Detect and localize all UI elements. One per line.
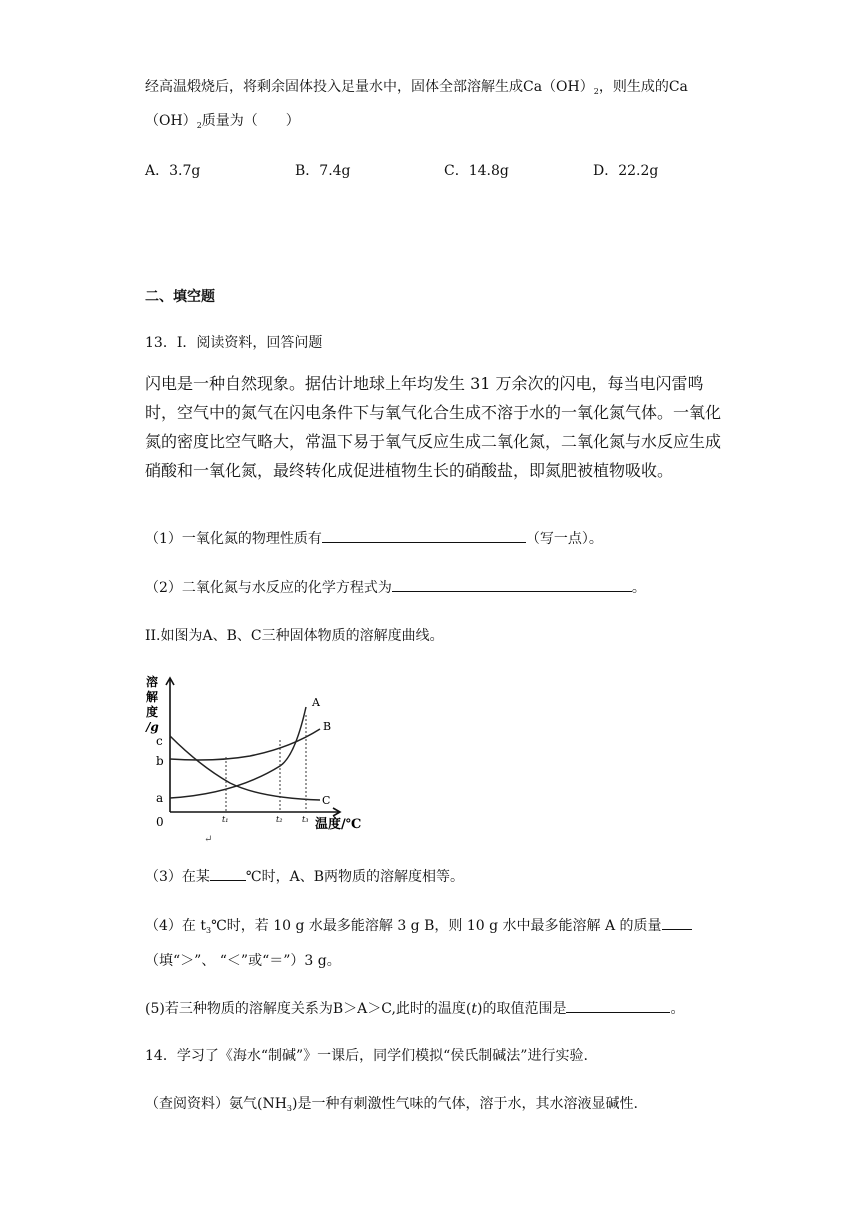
y-axis-label-char: 解: [146, 690, 159, 704]
guide-lines: [226, 715, 306, 812]
answer-blank[interactable]: [392, 579, 632, 592]
subscript: 3: [286, 1104, 293, 1113]
solubility-chart: [140, 672, 370, 844]
option-a: A．3.7g: [145, 163, 201, 179]
q13-part1: [145, 528, 603, 548]
variable-t: t: [471, 1001, 477, 1017]
answer-blank[interactable]: [566, 1000, 670, 1013]
curve-a: [170, 707, 306, 798]
subscript: 3: [205, 926, 212, 935]
section-title: 二、填空题: [145, 289, 215, 305]
subscript: 2: [593, 87, 599, 96]
intro-text: 质量为（ ）: [201, 113, 300, 129]
x-axis-label: 温度/℃: [315, 817, 362, 832]
y-tick-label: c: [156, 734, 163, 748]
q14-title: 14．学习了《海水“制碱”》一课后，同学们模拟“侯氏制碱法”进行实验.: [145, 1048, 588, 1064]
q13-title: 13．I．阅读资料，回答问题: [145, 335, 323, 351]
q14-info: [145, 1093, 638, 1113]
x-tick-label: t₁: [222, 815, 229, 824]
q13-part3: [145, 866, 464, 886]
question-text: )是一种有刺激性气味的气体，溶于水，其水溶液显碱性.: [292, 1096, 638, 1112]
q13-part5: [145, 998, 684, 1018]
intro-text: （OH）: [145, 113, 197, 129]
question-text: 。: [631, 580, 646, 596]
curve-b: [170, 729, 320, 760]
question-text: （2）二氧化氮与水反应的化学方程式为: [145, 580, 392, 596]
question-text: ℃时，若 10 g 水最多能溶解 3 g B，则 10 g 水中最多能溶解 A 的质量: [211, 918, 662, 934]
question-text: （3）在某: [145, 869, 210, 885]
q13-part4-cont: （填“＞”、 “＜”或“＝”）3 g。: [145, 953, 341, 969]
series-label-b: B: [323, 720, 332, 733]
x-tick-label: t₃: [302, 815, 309, 824]
intro-text: 经高温煅烧后，将剩余固体投入足量水中，固体全部溶解生成Ca（OH）: [145, 79, 594, 95]
y-tick-label: b: [156, 754, 164, 768]
option-b: B．7.4g: [295, 163, 351, 179]
intro-line-1: [145, 76, 688, 96]
intro-text: ，则生成的Ca: [598, 79, 688, 95]
question-text: ℃时，A、B两物质的溶解度相等。: [245, 869, 464, 885]
question-text: （4）在 t: [145, 918, 206, 934]
question-text: （1）一氧化氮的物理性质有: [145, 531, 322, 547]
question-text: （查阅资料）氨气(NH: [145, 1096, 287, 1112]
x-tick-label: t₂: [276, 815, 283, 824]
curve-c: [170, 736, 320, 800]
q13-part2-title: II.如图为A、B、C三种固体物质的溶解度曲线。: [145, 628, 444, 644]
option-d: D．22.2g: [593, 163, 659, 179]
q13-part4: [145, 915, 692, 935]
question-text: )的取值范围是: [477, 1001, 567, 1017]
answer-blank[interactable]: [210, 868, 246, 881]
answer-blank[interactable]: [322, 530, 526, 543]
option-c: C．14.8g: [444, 163, 509, 179]
question-text: 。: [670, 1001, 685, 1017]
q13-part2: [145, 577, 646, 597]
series-label-c: C: [322, 794, 331, 807]
series-label-a: A: [312, 696, 320, 709]
answer-blank[interactable]: [662, 917, 692, 930]
question-text: (5)若三种物质的溶解度关系为B＞A＞C,此时的温度(: [145, 1001, 472, 1017]
y-axis-label-char: /g: [146, 720, 159, 734]
q13-passage: 闪电是一种自然现象。据估计地球上年均发生 31 万余次的闪电，每当电闪雷鸣时，空气中的氮气在闪电条件下与氧气化合生成不溶于水的一氧化氮气体。一氧化氮的密度比空气略大，常温下易于氧气反应生成二氧化氮，二氧化氮与水反应生成硝酸和一氧化氮，最终转化成促进植物生长的硝酸盐，即氮肥被植物吸收。: [145, 374, 722, 480]
y-axis-label-char: 溶: [146, 675, 159, 689]
subscript: 2: [196, 121, 202, 130]
origin-label: 0: [156, 815, 164, 829]
return-mark: ↵: [204, 834, 213, 844]
intro-line-2: [145, 110, 300, 130]
y-tick-label: a: [156, 791, 164, 805]
y-axis-label-char: 度: [146, 705, 159, 719]
question-text: （写一点）。: [525, 531, 603, 547]
